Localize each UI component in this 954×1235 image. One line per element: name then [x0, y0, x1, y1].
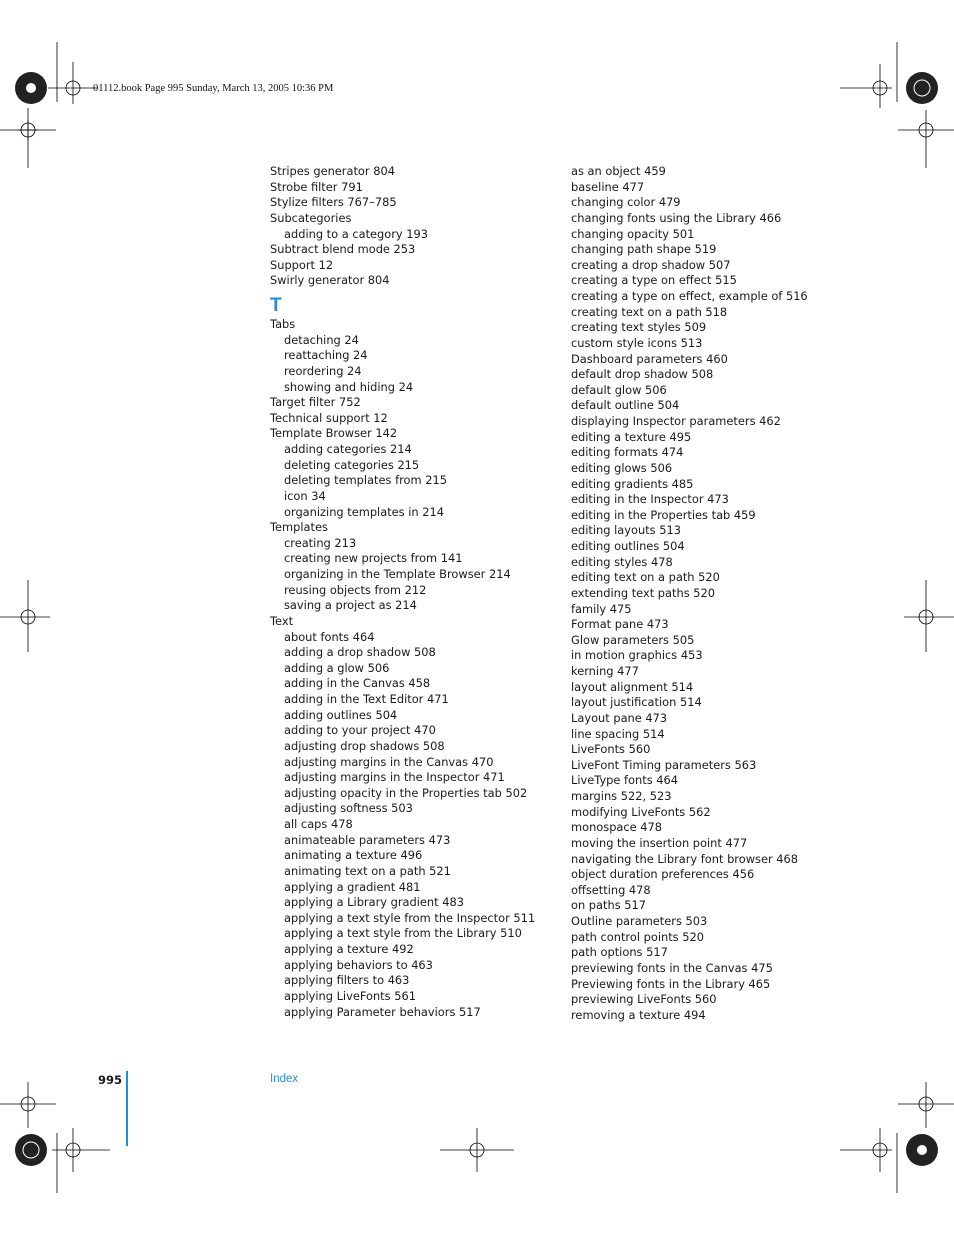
index-subentry: margins 522, 523 — [571, 789, 672, 803]
index-subentry: animating a texture 496 — [284, 848, 423, 863]
index-subentry: deleting templates from 215 — [284, 473, 447, 488]
index-subentry: layout justification 514 — [571, 695, 702, 710]
index-column-left — [270, 164, 560, 1020]
index-subentry: adding categories 214 — [284, 442, 412, 456]
index-subentry: reattaching 24 — [284, 348, 368, 363]
index-subentry: adjusting drop shadows 508 — [284, 738, 445, 753]
index-subentry: custom style icons 513 — [571, 335, 703, 350]
index-subentry: changing opacity 501 — [571, 226, 695, 241]
index-subentry: editing outlines 504 — [571, 539, 685, 553]
index-section-letter: T — [270, 295, 282, 316]
index-entry: Template Browser 142 — [270, 426, 398, 441]
index-subentry: creating text on a path 518 — [571, 304, 728, 319]
section-label: Index — [270, 1073, 299, 1085]
index-subentry: all caps 478 — [284, 817, 353, 831]
index-subentry: adjusting softness 503 — [284, 801, 413, 816]
index-subentry: Outline parameters 503 — [571, 914, 708, 928]
index-subentry: Previewing fonts in the Library 465 — [571, 976, 771, 991]
index-subentry: creating a type on effect 515 — [571, 273, 737, 288]
index-subentry: applying a text style from the Library 510 — [284, 926, 522, 941]
index-entry: Swirly generator 804 — [270, 273, 390, 288]
index-subentry: Dashboard parameters 460 — [571, 351, 728, 366]
index-subentry: organizing in the Template Browser 214 — [284, 567, 511, 581]
index-entry: Support 12 — [270, 257, 334, 272]
footer-divider — [126, 1071, 128, 1146]
index-subentry: deleting categories 215 — [284, 457, 420, 472]
index-subentry: creating a type on effect, example of 516 — [571, 289, 808, 303]
index-subentry: navigating the Library font browser 468 — [571, 851, 799, 866]
index-subentry: displaying Inspector parameters 462 — [571, 414, 781, 428]
index-subentry: Format pane 473 — [571, 617, 669, 632]
index-subentry: kerning 477 — [571, 664, 639, 678]
index-subentry: Layout pane 473 — [571, 710, 668, 725]
index-subentry: editing styles 478 — [571, 554, 673, 569]
index-entry: Templates — [270, 520, 328, 535]
print-header: 01112.book Page 995 Sunday, March 13, 2005 10:36 PM — [93, 83, 334, 94]
index-subentry: editing glows 506 — [571, 460, 673, 475]
index-subentry: applying filters to 463 — [284, 973, 410, 988]
index-subentry: saving a project as 214 — [284, 598, 417, 613]
index-subentry: changing path shape 519 — [571, 242, 717, 257]
index-subentry: applying a texture 492 — [284, 942, 414, 956]
index-subentry: applying Parameter behaviors 517 — [284, 1004, 481, 1019]
index-subentry: LiveFont Timing parameters 563 — [571, 757, 757, 772]
index-subentry: editing a texture 495 — [571, 429, 692, 444]
index-subentry: editing in the Inspector 473 — [571, 492, 729, 507]
index-subentry: organizing templates in 214 — [284, 504, 444, 519]
index-entry: Tabs — [270, 317, 296, 331]
index-entry: Stylize filters 767–785 — [270, 195, 397, 210]
index-subentry: adjusting opacity in the Properties tab 502 — [284, 785, 528, 800]
index-subentry: editing gradients 485 — [571, 476, 694, 491]
index-subentry: applying a Library gradient 483 — [284, 895, 464, 910]
index-subentry: layout alignment 514 — [571, 679, 694, 694]
index-subentry: on paths 517 — [571, 898, 647, 913]
index-subentry: creating 213 — [284, 535, 357, 550]
index-subentry: adjusting margins in the Inspector 471 — [284, 770, 505, 785]
index-subentry: animateable parameters 473 — [284, 832, 451, 847]
index-subentry: showing and hiding 24 — [284, 379, 414, 394]
index-subentry: changing fonts using the Library 466 — [571, 210, 782, 225]
index-subentry: adding outlines 504 — [284, 707, 398, 722]
index-subentry: as an object 459 — [571, 164, 666, 178]
index-subentry: default glow 506 — [571, 382, 667, 397]
index-subentry: previewing LiveFonts 560 — [571, 992, 717, 1007]
index-column-right — [571, 164, 871, 1023]
index-subentry: default outline 504 — [571, 398, 680, 413]
index-subentry: applying behaviors to 463 — [284, 957, 433, 972]
index-subentry: default drop shadow 508 — [571, 367, 714, 382]
index-subentry: baseline 477 — [571, 179, 645, 194]
index-subentry: removing a texture 494 — [571, 1007, 706, 1022]
index-subentry: adding a glow 506 — [284, 660, 390, 675]
index-subentry: Glow parameters 505 — [571, 632, 695, 647]
index-entry: Technical support 12 — [270, 410, 388, 425]
index-entry: Subcategories — [270, 210, 352, 225]
index-entry: Stripes generator 804 — [270, 164, 395, 178]
index-subentry: applying a text style from the Inspector 511 — [284, 910, 536, 925]
index-subentry: creating text styles 509 — [571, 320, 707, 335]
index-subentry: editing layouts 513 — [571, 523, 681, 538]
index-subentry: extending text paths 520 — [571, 585, 716, 600]
index-subentry: LiveType fonts 464 — [571, 773, 679, 788]
index-subentry: reordering 24 — [284, 363, 362, 378]
index-subentry: LiveFonts 560 — [571, 742, 651, 757]
index-subentry: family 475 — [571, 601, 632, 616]
index-subentry: path control points 520 — [571, 929, 704, 944]
index-entry: Text — [270, 613, 294, 628]
index-subentry: reusing objects from 212 — [284, 582, 427, 597]
index-subentry: detaching 24 — [284, 332, 359, 347]
index-subentry: adding a drop shadow 508 — [284, 645, 436, 660]
index-subentry: adding in the Canvas 458 — [284, 676, 431, 691]
index-subentry: creating new projects from 141 — [284, 551, 463, 566]
index-subentry: about fonts 464 — [284, 629, 375, 644]
index-subentry: animating text on a path 521 — [284, 863, 451, 878]
index-subentry: previewing fonts in the Canvas 475 — [571, 960, 773, 975]
index-entry: Target filter 752 — [270, 395, 361, 410]
index-subentry: path options 517 — [571, 945, 668, 960]
index-subentry: creating a drop shadow 507 — [571, 257, 731, 272]
index-subentry: editing formats 474 — [571, 445, 684, 460]
index-subentry: editing text on a path 520 — [571, 570, 720, 585]
index-entry: Strobe filter 791 — [270, 179, 363, 194]
index-subentry: moving the insertion point 477 — [571, 835, 748, 850]
index-subentry: adding to a category 193 — [284, 226, 429, 241]
index-subentry: applying a gradient 481 — [284, 879, 421, 894]
index-subentry: line spacing 514 — [571, 726, 665, 741]
index-subentry: icon 34 — [284, 488, 326, 503]
index-subentry: editing in the Properties tab 459 — [571, 507, 756, 522]
index-subentry: modifying LiveFonts 562 — [571, 804, 711, 819]
index-subentry: adding in the Text Editor 471 — [284, 692, 449, 706]
page-number: 995 — [98, 1073, 123, 1087]
index-subentry: changing color 479 — [571, 195, 681, 210]
index-subentry: monospace 478 — [571, 820, 663, 835]
index-subentry: offsetting 478 — [571, 882, 651, 897]
index-subentry: adding to your project 470 — [284, 723, 436, 738]
index-subentry: object duration preferences 456 — [571, 867, 755, 882]
index-entry: Subtract blend mode 253 — [270, 242, 416, 257]
index-subentry: in motion graphics 453 — [571, 648, 703, 663]
index-subentry: applying LiveFonts 561 — [284, 988, 416, 1003]
index-subentry: adjusting margins in the Canvas 470 — [284, 754, 494, 769]
